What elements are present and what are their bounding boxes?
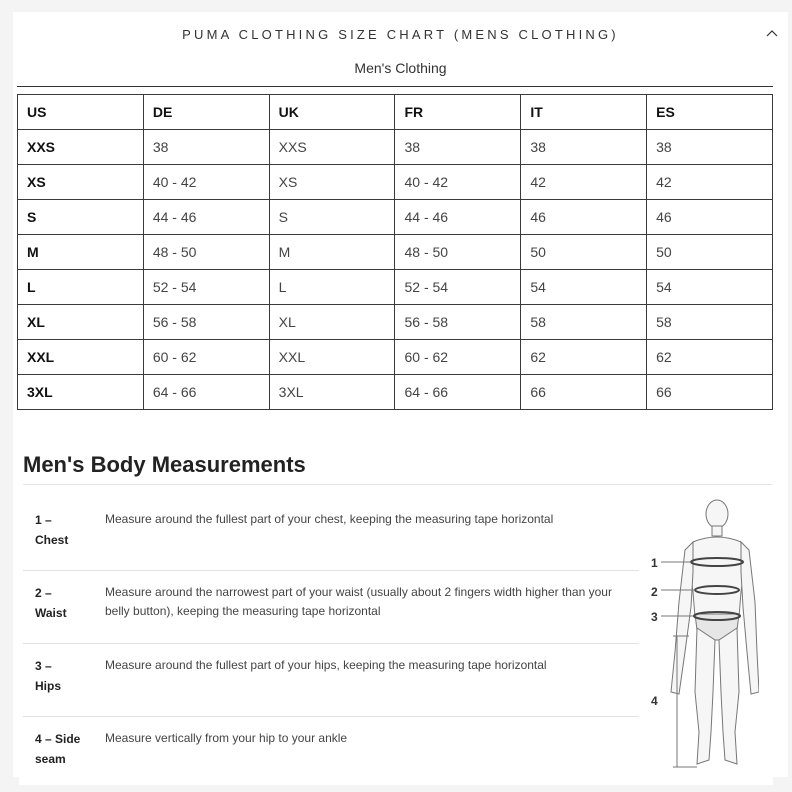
size-cell: L bbox=[269, 270, 395, 305]
measurement-name: Chest bbox=[35, 533, 69, 547]
divider bbox=[23, 570, 639, 571]
column-header: US bbox=[18, 95, 144, 130]
size-cell: 66 bbox=[521, 375, 647, 410]
size-cell: 54 bbox=[647, 270, 773, 305]
section-title: Men's Body Measurements bbox=[23, 452, 306, 477]
size-cell: 38 bbox=[143, 130, 269, 165]
size-cell: XL bbox=[269, 305, 395, 340]
size-cell: 62 bbox=[647, 340, 773, 375]
measurement-number: 2 – bbox=[35, 586, 52, 600]
measurement-row-hips bbox=[23, 656, 623, 696]
table-row bbox=[18, 235, 773, 270]
size-cell: 60 - 62 bbox=[395, 340, 521, 375]
size-cell: 66 bbox=[647, 375, 773, 410]
size-cell: 52 - 54 bbox=[395, 270, 521, 305]
size-cell-us: S bbox=[18, 200, 144, 235]
measurement-description: Measure around the fullest part of your hips, keeping the measuring tape horizontal bbox=[105, 658, 547, 672]
size-cell: 3XL bbox=[269, 375, 395, 410]
measurement-number: 4 – Side bbox=[35, 732, 81, 746]
size-cell: 64 - 66 bbox=[143, 375, 269, 410]
measurement-name: seam bbox=[35, 752, 66, 766]
size-cell: 48 - 50 bbox=[143, 235, 269, 270]
accordion-header[interactable] bbox=[13, 24, 788, 46]
size-cell: M bbox=[269, 235, 395, 270]
size-cell: XXL bbox=[269, 340, 395, 375]
divider bbox=[23, 484, 773, 485]
measurement-label bbox=[35, 729, 105, 769]
size-cell: 42 bbox=[521, 165, 647, 200]
size-cell: XXS bbox=[269, 130, 395, 165]
measurement-description: Measure vertically from your hip to your ankle bbox=[105, 731, 348, 745]
size-cell: 58 bbox=[647, 305, 773, 340]
size-cell-us: XL bbox=[18, 305, 144, 340]
size-cell: 52 - 54 bbox=[143, 270, 269, 305]
size-chart-panel bbox=[13, 12, 788, 777]
size-cell: XS bbox=[269, 165, 395, 200]
size-cell: 46 bbox=[647, 200, 773, 235]
divider bbox=[23, 643, 639, 644]
table-row bbox=[18, 200, 773, 235]
measurement-name: Waist bbox=[35, 606, 67, 620]
size-cell: 64 - 66 bbox=[395, 375, 521, 410]
measurement-label bbox=[35, 510, 95, 550]
figure-label-3: 3 bbox=[651, 610, 658, 624]
column-header: ES bbox=[647, 95, 773, 130]
size-cell-us: M bbox=[18, 235, 144, 270]
measurement-description: Measure around the fullest part of your chest, keeping the measuring tape horizontal bbox=[105, 512, 554, 526]
table-row bbox=[18, 305, 773, 340]
table-row bbox=[18, 270, 773, 305]
size-cell: 42 bbox=[647, 165, 773, 200]
size-cell: 46 bbox=[521, 200, 647, 235]
size-cell-us: XXS bbox=[18, 130, 144, 165]
measurement-label bbox=[35, 583, 95, 623]
measurement-row-waist bbox=[23, 583, 623, 623]
size-table bbox=[17, 94, 773, 410]
table-row bbox=[18, 130, 773, 165]
figure-label-4: 4 bbox=[651, 694, 658, 708]
size-cell: 58 bbox=[521, 305, 647, 340]
size-cell: S bbox=[269, 200, 395, 235]
measurement-row-side-seam bbox=[23, 729, 623, 769]
size-cell-us: XS bbox=[18, 165, 144, 200]
size-cell: 38 bbox=[395, 130, 521, 165]
size-cell: 60 - 62 bbox=[143, 340, 269, 375]
size-cell: 40 - 42 bbox=[143, 165, 269, 200]
measurement-row-chest bbox=[23, 510, 623, 550]
measurement-label bbox=[35, 656, 95, 696]
size-cell: 44 - 46 bbox=[395, 200, 521, 235]
table-subtitle: Men's Clothing bbox=[354, 60, 447, 76]
measurement-number: 3 – bbox=[35, 659, 52, 673]
body-figure bbox=[649, 492, 759, 777]
table-row bbox=[18, 165, 773, 200]
size-cell: 50 bbox=[647, 235, 773, 270]
table-row bbox=[18, 375, 773, 410]
size-cell: 56 - 58 bbox=[395, 305, 521, 340]
size-cell: 48 - 50 bbox=[395, 235, 521, 270]
size-cell: 50 bbox=[521, 235, 647, 270]
size-cell: 54 bbox=[521, 270, 647, 305]
size-cell-us: XXL bbox=[18, 340, 144, 375]
body-measurements-section bbox=[19, 450, 773, 785]
measurement-name: Hips bbox=[35, 679, 62, 693]
size-cell: 56 - 58 bbox=[143, 305, 269, 340]
size-cell: 38 bbox=[647, 130, 773, 165]
divider bbox=[23, 716, 639, 717]
size-cell: 44 - 46 bbox=[143, 200, 269, 235]
size-cell: 62 bbox=[521, 340, 647, 375]
accordion-title: PUMA CLOTHING SIZE CHART (MENS CLOTHING) bbox=[182, 27, 619, 42]
column-header: FR bbox=[395, 95, 521, 130]
column-header: IT bbox=[521, 95, 647, 130]
size-cell-us: 3XL bbox=[18, 375, 144, 410]
column-header: UK bbox=[269, 95, 395, 130]
measurement-description: Measure around the narrowest part of your waist (usually about 2 fingers width higher than your belly button), keeping the measuring tape horizontal bbox=[105, 585, 612, 618]
figure-label-2: 2 bbox=[651, 585, 658, 599]
size-cell-us: L bbox=[18, 270, 144, 305]
column-header: DE bbox=[143, 95, 269, 130]
body-figure-icon bbox=[649, 492, 759, 777]
size-cell: 40 - 42 bbox=[395, 165, 521, 200]
chevron-up-icon[interactable] bbox=[766, 28, 778, 40]
divider bbox=[17, 86, 773, 87]
table-header-row bbox=[18, 95, 773, 130]
size-cell: 38 bbox=[521, 130, 647, 165]
figure-label-1: 1 bbox=[651, 556, 658, 570]
measurement-number: 1 – bbox=[35, 513, 52, 527]
table-row bbox=[18, 340, 773, 375]
